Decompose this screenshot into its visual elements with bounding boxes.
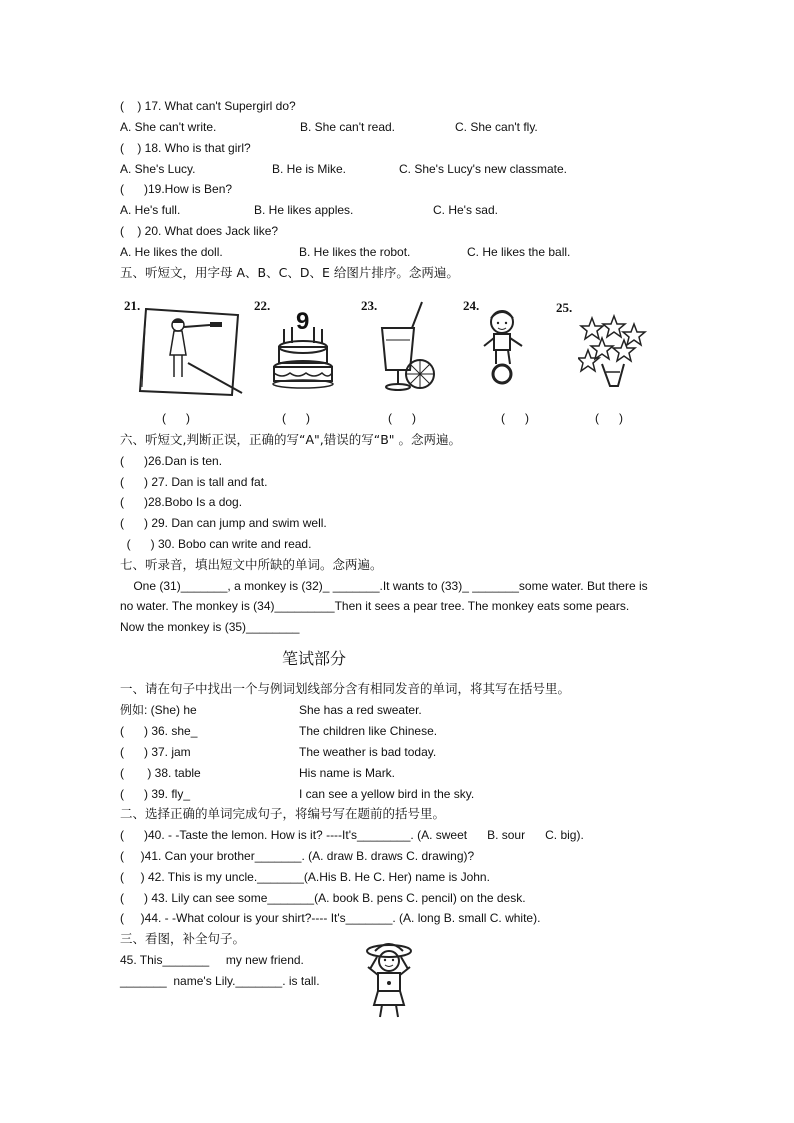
answer-paren[interactable]: ( ) — [501, 411, 529, 425]
cake-candle-number: 9 — [296, 308, 310, 335]
flower-bouquet-icon — [578, 314, 648, 392]
phonics-sentence: The children like Chinese. — [299, 724, 438, 738]
birthday-cake-icon — [270, 307, 336, 389]
judge-item: ( ) 30. Bobo can write and read. — [120, 537, 312, 551]
q17-option-b: B. She can't read. — [300, 120, 396, 134]
judge-item: ( )28.Bobo Is a dog. — [120, 495, 243, 509]
choice-item: ( )44. - -What colour is your shirt?---- It's_______. (A. long B. small C. white). — [120, 911, 541, 925]
written2-heading: 二、选择正确的单词完成句子，将编号写在题前的括号里。 — [120, 806, 446, 821]
section6-heading: 六、听短文,判断正误，正确的写“A",错误的写“B" 。念两遍。 — [120, 432, 461, 447]
phonics-item: ( ) 38. table — [120, 766, 201, 780]
q20-option-c: C. He likes the ball. — [467, 245, 571, 259]
answer-paren[interactable]: ( ) — [282, 411, 310, 425]
phonics-item: ( ) 39. fly_ — [120, 787, 191, 801]
written1-heading: 一、请在句子中找出一个与例词划线部分含有相同发音的单词，将其写在括号里。 — [120, 681, 571, 696]
picture-number: 23. — [361, 298, 378, 313]
choice-item: ( )40. - -Taste the lemon. How is it? ----It's________. (A. sweet B. sour C. big). — [120, 828, 584, 842]
answer-paren[interactable]: ( ) — [162, 411, 190, 425]
answer-paren[interactable]: ( ) — [388, 411, 416, 425]
choice-item: ( ) 42. This is my uncle._______(A.His B. He C. Her) name is John. — [120, 870, 490, 884]
cloze-line: One (31)_______, a monkey is (32)_ _______.It wants to (33)_ _______some water. But there is — [120, 579, 648, 593]
answer-paren[interactable]: ( ) — [595, 411, 623, 425]
q19-option-c: C. He's sad. — [433, 203, 498, 217]
written3-heading: 三、看图，补全句子。 — [120, 931, 246, 946]
q20-prompt: ( ) 20. What does Jack like? — [120, 224, 279, 238]
phonics-sentence: The weather is bad today. — [299, 745, 437, 759]
section7-heading: 七、听录音，填出短文中所缺的单词。念两遍。 — [120, 557, 383, 572]
q18-prompt: ( ) 18. Who is that girl? — [120, 141, 251, 155]
juice-glass-icon — [372, 300, 438, 394]
written-part-title: 笔试部分 — [282, 649, 347, 668]
phonics-item: ( ) 37. jam — [120, 745, 191, 759]
q17-option-c: C. She can't fly. — [455, 120, 538, 134]
boy-on-unicycle-icon — [480, 306, 526, 386]
q19-option-a: A. He's full. — [120, 203, 181, 217]
q20-option-b: B. He likes the robot. — [299, 245, 411, 259]
q19-option-b: B. He likes apples. — [254, 203, 354, 217]
q18-option-c: C. She's Lucy's new classmate. — [399, 162, 567, 176]
example-sentence: She has a red sweater. — [299, 703, 422, 717]
section5-heading: 五、听短文，用字母 A、B、C、D、E 给图片排序。念两遍。 — [120, 265, 459, 280]
cloze-line: no water. The monkey is (34)_________Then it sees a pear tree. The monkey eats some pears. — [120, 599, 630, 613]
fill-line: _______ name's Lily._______. is tall. — [120, 974, 320, 988]
picture-number: 24. — [463, 298, 480, 313]
q17-prompt: ( ) 17. What can't Supergirl do? — [120, 99, 296, 113]
q19-prompt: ( )19.How is Ben? — [120, 182, 233, 196]
q18-option-a: A. She's Lucy. — [120, 162, 196, 176]
cloze-line: Now the monkey is (35)________ — [120, 620, 300, 634]
judge-item: ( ) 29. Dan can jump and swim well. — [120, 516, 327, 530]
girl-drawing-icon — [138, 305, 244, 399]
choice-item: ( ) 43. Lily can see some_______(A. book B. pens C. pencil) on the desk. — [120, 891, 526, 905]
picture-number: 21. — [124, 298, 141, 313]
q17-option-a: A. She can't write. — [120, 120, 217, 134]
q20-option-a: A. He likes the doll. — [120, 245, 223, 259]
picture-number: 25. — [556, 300, 573, 315]
q18-option-b: B. He is Mike. — [272, 162, 347, 176]
example-row: 例如: (She) he — [120, 703, 197, 717]
fill-line: 45. This_______ my new friend. — [120, 953, 304, 967]
choice-item: ( )41. Can your brother_______. (A. draw B. draws C. drawing)? — [120, 849, 475, 863]
judge-item: ( ) 27. Dan is tall and fat. — [120, 475, 268, 489]
phonics-item: ( ) 36. she_ — [120, 724, 198, 738]
picture-number: 22. — [254, 298, 271, 313]
judge-item: ( )26.Dan is ten. — [120, 454, 223, 468]
phonics-sentence: I can see a yellow bird in the sky. — [299, 787, 475, 801]
girl-with-hat-icon — [362, 941, 416, 1019]
phonics-sentence: His name is Mark. — [299, 766, 396, 780]
